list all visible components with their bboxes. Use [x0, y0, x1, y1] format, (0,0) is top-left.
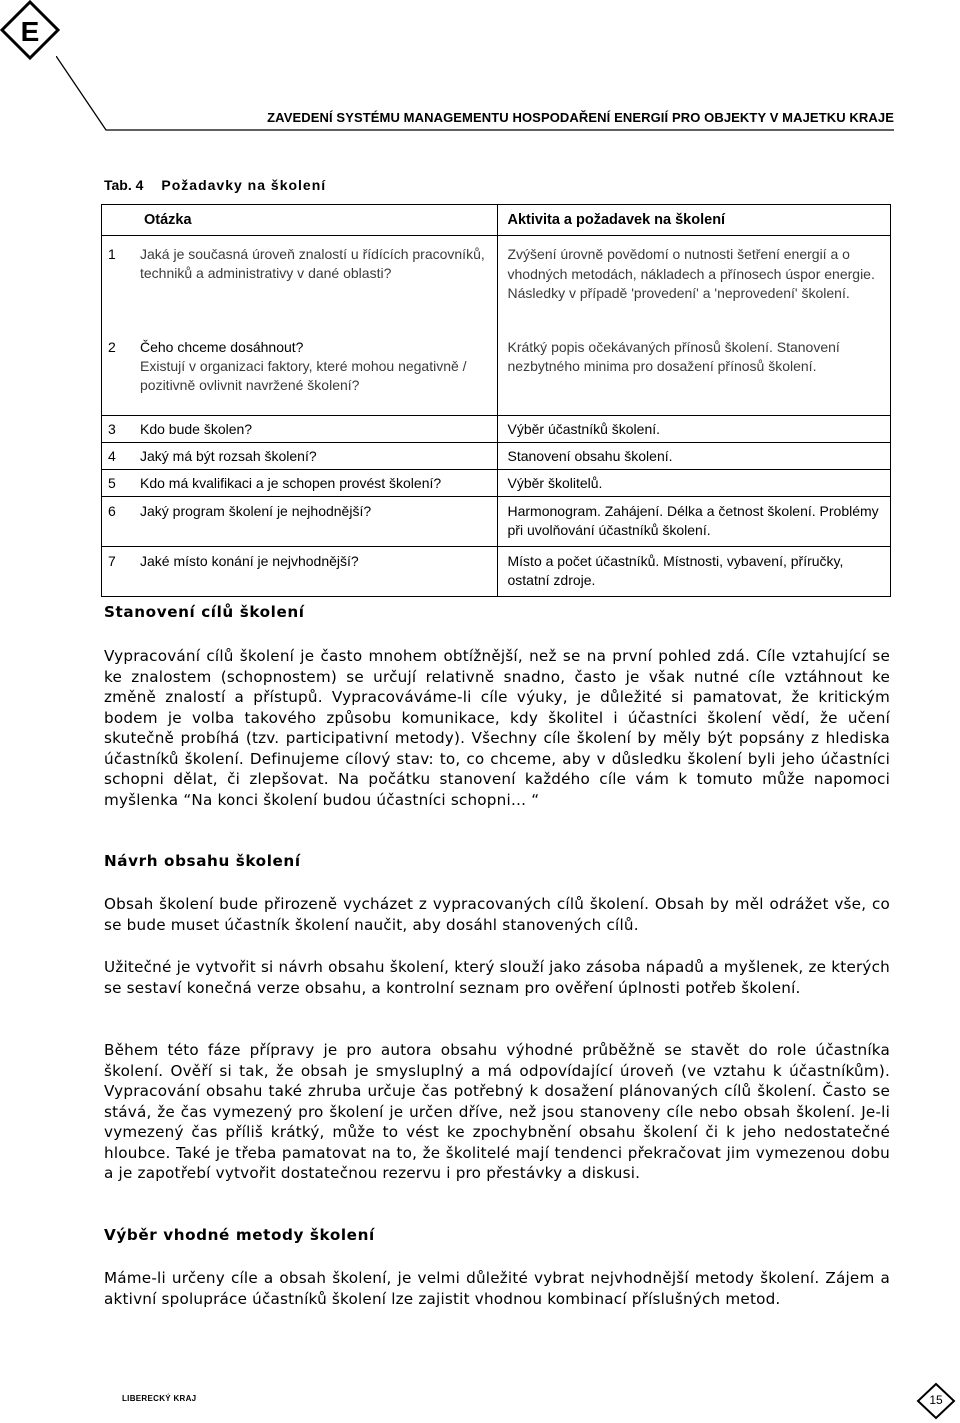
- row-question: Čeho chceme dosáhnout?: [140, 339, 304, 355]
- table-row: [102, 416, 891, 443]
- table-row: [102, 443, 891, 470]
- row-activity: Výběr školitelů.: [507, 474, 603, 491]
- table-header-row: [102, 205, 891, 236]
- document-title: ZAVEDENÍ SYSTÉMU MANAGEMENTU HOSPODAŘENÍ ENERGIÍ PRO OBJEKTY V MAJETKU KRAJE: [267, 110, 894, 125]
- row-question-extra: Existují v organizaci faktory, které mohou negativně / pozitivně ovlivnit navržené školení?: [140, 358, 467, 393]
- table-row: [102, 547, 891, 597]
- table-row: [102, 332, 891, 416]
- row-number: 7: [108, 553, 116, 569]
- content-paragraph-2: Užitečné je vytvořit si návrh obsahu školení, který slouží jako zásoba nápadů a myšlenek, ze kterých se sestaví konečná verze obsahu, a kontrolní seznam pro ověření úplnosti potřeb školení.: [104, 958, 890, 997]
- page-number: 15: [929, 1393, 943, 1407]
- caption-label: Tab. 4: [104, 177, 144, 193]
- row-activity: Stanovení obsahu školení.: [507, 447, 673, 464]
- logo-letter: E: [20, 16, 40, 47]
- header-activity: Aktivita a požadavek na školení: [497, 205, 891, 236]
- row-question: Jaký program školení je nejhodnější?: [140, 503, 372, 519]
- header-question: Otázka: [102, 205, 498, 236]
- row-activity: Krátký popis očekávaných přínosů školení. Stanovení nezbytného minima pro dosažení přínosů školení.: [507, 339, 840, 374]
- content-heading: Návrh obsahu školení: [104, 852, 301, 870]
- row-number: 2: [108, 339, 116, 355]
- row-number: 1: [108, 246, 116, 262]
- row-question: Jaký má být rozsah školení?: [140, 447, 317, 464]
- row-question: Jaká je současná úroveň znalostí u řídících pracovníků, techniků a administrativy v dané oblasti?: [140, 246, 485, 281]
- row-number: 6: [108, 503, 116, 519]
- method-heading: Výběr vhodné metody školení: [104, 1226, 375, 1244]
- e-logo: [0, 0, 60, 60]
- table-row: [102, 236, 891, 333]
- table-row: [102, 497, 891, 547]
- goals-paragraph: Vypracování cílů školení je často mnohem obtížnější, než se na první pohled zdá. Cíle vztahující se ke znalostem (schopnostem) se určují relativně snadno, často je však nutné cíle vztáhnout ke změně znalostí a přístupů. Vypracováváme-li cíle výuky, je důležité si pamatovat, že kritickým bodem je volba takového způsobu komunikace, kdy školitel i účastníci školení vědí, že učení skutečně probíhá (tzv. participativní metody). Všechny cíle školení by měly být popsány z hlediska účastníků školení. Definujeme cílový stav: to, co chceme, aby v důsledku školení byli jeho účastníci schopni dělat, či zlepšovat. Na počátku stanovení každého cíle vám k tomuto může napomoci myšlenka “Na konci školení budou účastníci schopni… “: [104, 647, 890, 809]
- row-number: 3: [108, 420, 116, 437]
- row-activity: Zvýšení úrovně povědomí o nutnosti šetření energií a o vhodných metodách, nákladech a přínosech úspor energie. Následky v případě 'provedení' a 'neprovedení' školení.: [507, 246, 875, 301]
- goals-heading: Stanovení cílů školení: [104, 603, 305, 621]
- content-paragraph-1: Obsah školení bude přirozeně vycházet z vypracovaných cílů školení. Obsah by měl odrážet vše, co se bude muset účastník školení naučit, aby dosáhl stanovených cílů.: [104, 895, 890, 934]
- table-caption: [104, 177, 326, 193]
- requirements-table: [101, 204, 891, 597]
- row-question: Kdo bude školen?: [140, 420, 253, 437]
- row-number: 4: [108, 447, 116, 464]
- row-number: 5: [108, 474, 116, 491]
- row-question: Kdo má kvalifikaci a je schopen provést školení?: [140, 474, 442, 491]
- row-activity: Místo a počet účastníků. Místnosti, vybavení, příručky, ostatní zdroje.: [507, 553, 844, 588]
- method-paragraph: Máme-li určeny cíle a obsah školení, je velmi důležité vybrat nejvhodnější metody školení. Zájem a aktivní spolupráce účastníků školení lze zajistit vhodnou kombinací příslušných metod.: [104, 1269, 890, 1308]
- caption-title: Požadavky na školení: [161, 177, 327, 193]
- row-activity: Výběr účastníků školení.: [507, 420, 661, 437]
- row-question: Jaké místo konání je nejvhodnější?: [140, 553, 359, 569]
- footer-brand: LIBERECKÝ KRAJ: [122, 1394, 197, 1403]
- content-paragraph-3: Během této fáze přípravy je pro autora obsahu výhodné průběžně se stavět do role účastníka školení. Ověří si tak, že obsah je smysluplný a má odpovídající úroveň (ve vztahu k účastníkům). Vypracování obsahu také zhruba určuje čas potřebný k dosažení plánovaných cílů školení. Často se stává, že čas vymezený pro školení je určen dříve, než jsou stanoveny cíle nebo obsah školení. Je-li vymezený čas příliš krátký, může to vést ke zpochybnění obsahu školení či k jeho nedostatečné hloubce. Také je třeba pamatovat na to, že školitelé mají tendenci překračovat jim vymezenou dobu a je zapotřebí vytvořit dostatečnou rezervu i pro přestávky a diskusi.: [104, 1041, 890, 1182]
- table-row: [102, 470, 891, 497]
- row-activity: Harmonogram. Zahájení. Délka a četnost školení. Problémy při uvolňování účastníků školení.: [507, 503, 879, 538]
